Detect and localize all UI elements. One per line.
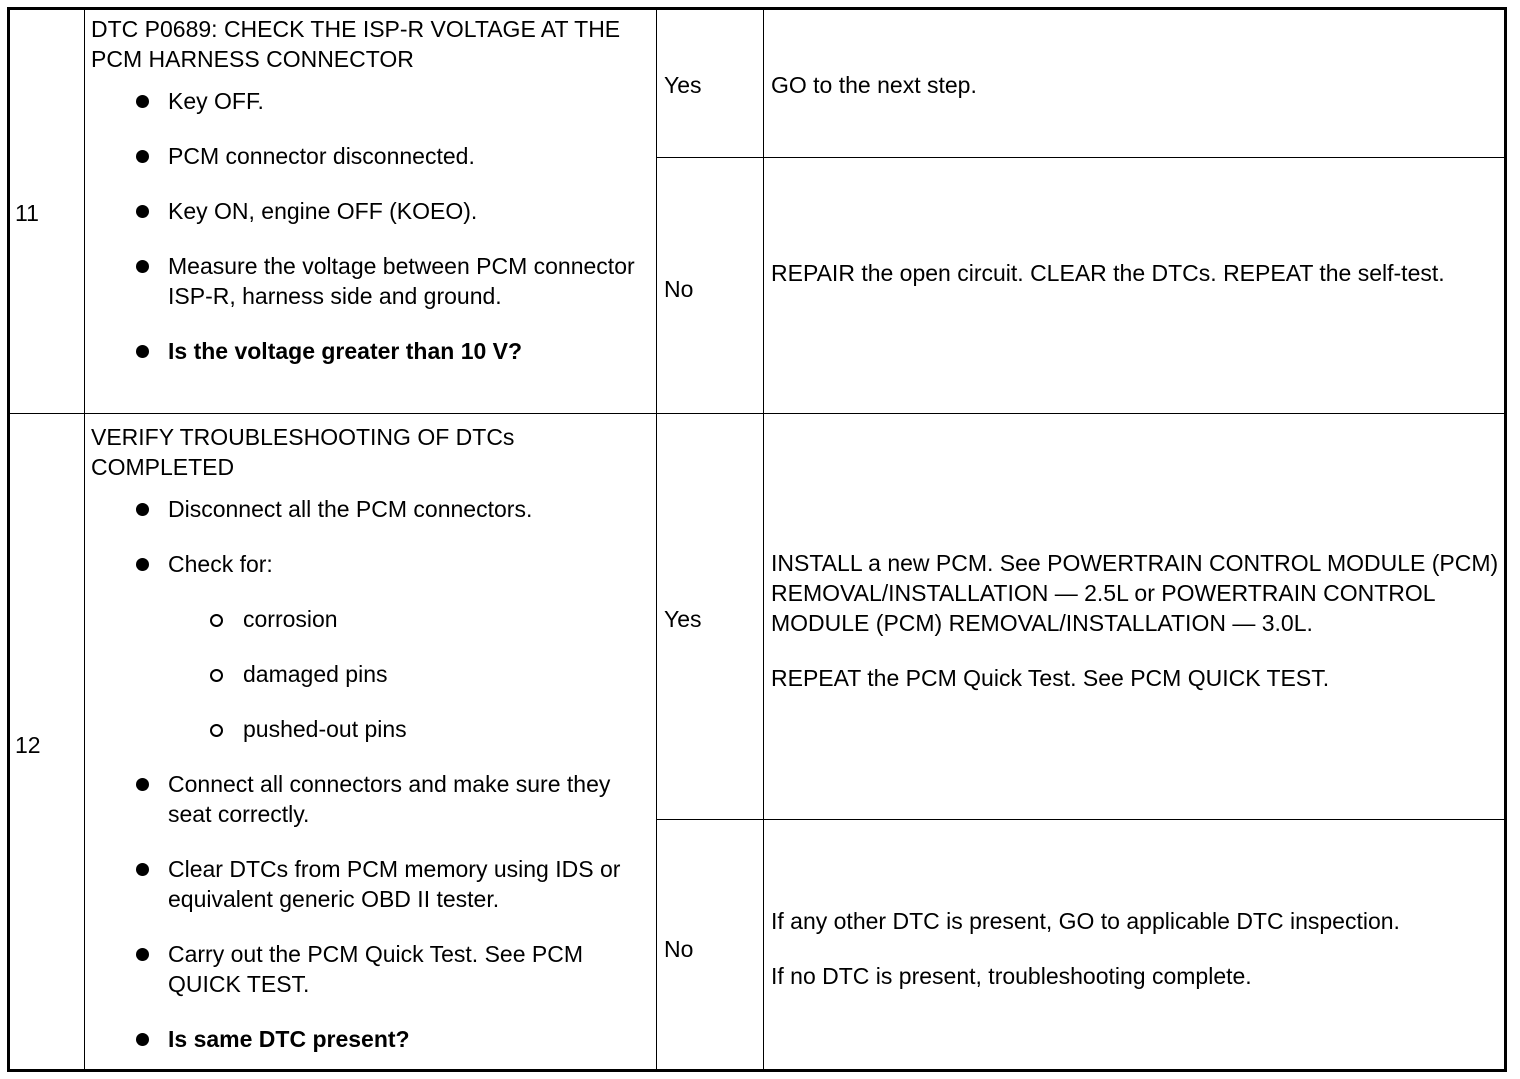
list-item: Key OFF. <box>91 86 654 116</box>
result-text: INSTALL a new PCM. See POWERTRAIN CONTROL MODULE (PCM) REMOVAL/INSTALLATION — 2.5L or POWERTRAIN CONTROL MODULE (PCM) REMOVAL/INSTALLATION — 3.0L. <box>771 550 1499 636</box>
check-list <box>91 604 654 744</box>
step-action <box>88 422 654 1079</box>
list-item: Measure the voltage between PCM connector ISP-R, harness side and ground. <box>91 251 654 311</box>
no-label: No <box>664 276 694 302</box>
result-text: If any other DTC is present, GO to applicable DTC inspection. <box>771 908 1400 934</box>
step-number: 12 <box>15 732 41 758</box>
list-item: Carry out the PCM Quick Test. See PCM QUICK TEST. <box>91 939 654 999</box>
action-list <box>91 494 654 579</box>
yes-result <box>768 70 1504 100</box>
result-text: GO to the next step. <box>771 72 977 98</box>
row-divider <box>656 819 1504 820</box>
list-item: pushed-out pins <box>91 714 654 744</box>
yes-result <box>768 548 1504 693</box>
list-item: PCM connector disconnected. <box>91 141 654 171</box>
action-list <box>91 769 654 1054</box>
result-text: REPEAT the PCM Quick Test. See PCM QUICK TEST. <box>771 665 1330 691</box>
diagnostic-table <box>7 7 1507 1072</box>
column-divider <box>763 10 764 1069</box>
column-divider <box>84 10 85 1069</box>
list-item: damaged pins <box>91 659 654 689</box>
action-list <box>91 86 654 366</box>
list-item: Check for: <box>91 549 654 579</box>
column-divider <box>656 10 657 1069</box>
step-number: 11 <box>15 200 39 226</box>
no-result <box>768 258 1504 288</box>
no-result <box>768 906 1504 991</box>
yes-label: Yes <box>664 606 702 632</box>
no-label: No <box>664 936 694 962</box>
step-question: Is the voltage greater than 10 V? <box>91 336 654 366</box>
result-text: If no DTC is present, troubleshooting complete. <box>771 963 1252 989</box>
list-item: corrosion <box>91 604 654 634</box>
step-title: DTC P0689: CHECK THE ISP-R VOLTAGE AT THE PCM HARNESS CONNECTOR <box>91 16 621 72</box>
result-text: REPAIR the open circuit. CLEAR the DTCs. REPEAT the self-test. <box>771 260 1445 286</box>
list-item: Connect all connectors and make sure they seat correctly. <box>91 769 654 829</box>
step-action <box>88 14 654 391</box>
step-question: Is same DTC present? <box>91 1024 654 1054</box>
row-divider <box>10 413 1504 414</box>
list-item: Disconnect all the PCM connectors. <box>91 494 654 524</box>
yes-label: Yes <box>664 72 702 98</box>
list-item: Clear DTCs from PCM memory using IDS or equivalent generic OBD II tester. <box>91 854 654 914</box>
row-divider <box>656 157 1504 158</box>
list-item: Key ON, engine OFF (KOEO). <box>91 196 654 226</box>
step-title: VERIFY TROUBLESHOOTING OF DTCs COMPLETED <box>91 424 515 480</box>
